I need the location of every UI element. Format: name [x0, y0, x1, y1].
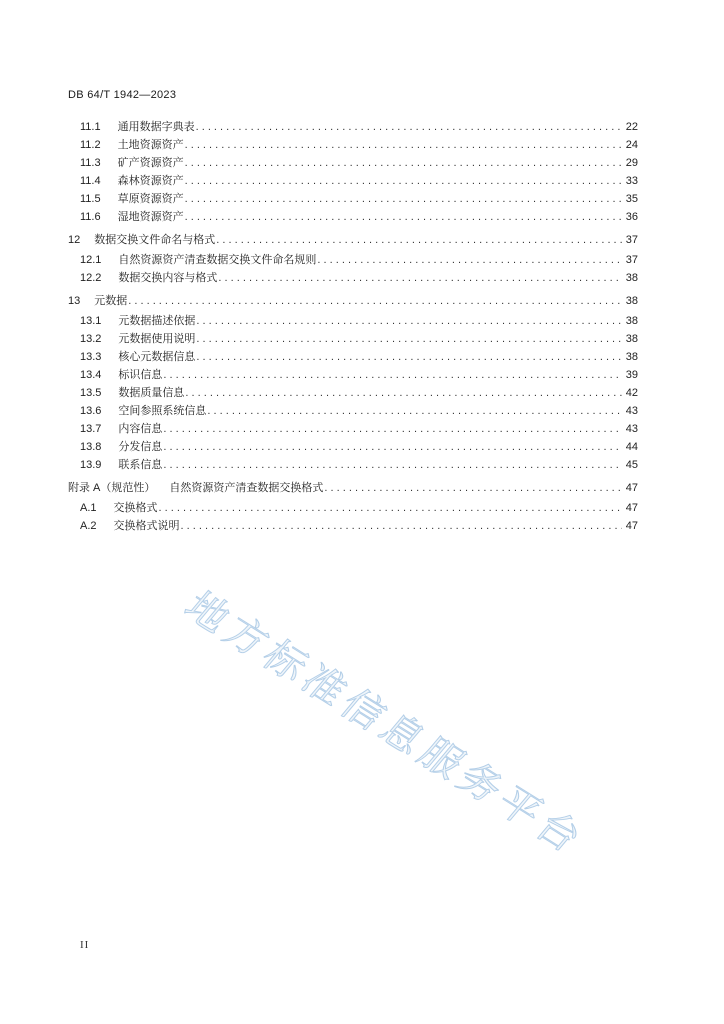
toc-dot-leader	[128, 292, 622, 310]
toc-entry-title: 元数据使用说明	[118, 332, 196, 345]
toc-entry-page: 47	[625, 502, 638, 514]
toc-entry[interactable]	[68, 438, 638, 456]
toc-entry-page: 43	[625, 405, 638, 417]
toc-entry-title: 草原资源资产	[117, 192, 184, 205]
toc-entry[interactable]	[68, 402, 638, 420]
toc-entry[interactable]	[68, 330, 638, 348]
document-code-header: DB 64/T 1942—2023	[68, 89, 177, 101]
toc-entry-number: 13.9	[80, 459, 102, 471]
toc-dot-leader	[185, 154, 622, 172]
toc-entry-page: 35	[625, 193, 638, 205]
toc-dot-leader	[185, 208, 622, 226]
toc-entry-number: 13	[68, 295, 81, 307]
toc-entry-page: 38	[625, 272, 638, 284]
toc-entry[interactable]	[68, 348, 638, 366]
toc-entry-title: 元数据描述依据	[118, 314, 196, 327]
toc-entry-page: 29	[625, 157, 638, 169]
toc-entry-page: 37	[625, 234, 638, 246]
toc-entry[interactable]	[68, 118, 638, 136]
toc-entry-title: 交换格式	[113, 501, 158, 514]
toc-dot-leader	[185, 172, 622, 190]
toc-entry-title: 元数据	[94, 294, 128, 307]
toc-entry[interactable]	[68, 499, 638, 517]
toc-entry[interactable]	[68, 172, 638, 190]
toc-dot-leader	[185, 190, 622, 208]
toc-entry-page: 37	[625, 254, 638, 266]
toc-entry-number: 11.1	[80, 121, 101, 133]
toc-dot-leader	[159, 499, 622, 517]
toc-chapter-entry[interactable]	[68, 292, 638, 310]
toc-entry[interactable]	[68, 456, 638, 474]
toc-entry-number: 11.6	[80, 211, 101, 223]
toc-entry-number: 附录 A（规范性）	[68, 482, 156, 494]
toc-entry-title: 核心元数据信息	[118, 350, 196, 363]
toc-entry-number: 11.2	[80, 139, 101, 151]
toc-entry-title: 湿地资源资产	[117, 210, 184, 223]
toc-entry-page: 38	[625, 315, 638, 327]
toc-entry-number: 12	[68, 234, 81, 246]
toc-dot-leader	[181, 517, 622, 535]
toc-dot-leader	[196, 118, 622, 136]
toc-entry-number: 13.6	[80, 405, 102, 417]
toc-entry-page: 47	[625, 520, 638, 532]
toc-entry-number: 13.8	[80, 441, 102, 453]
toc-dot-leader	[324, 479, 622, 497]
toc-entry[interactable]	[68, 190, 638, 208]
toc-entry-page: 47	[625, 482, 638, 494]
toc-entry-title: 标识信息	[118, 368, 163, 381]
toc-entry-title: 空间参照系统信息	[118, 404, 207, 417]
toc-entry-number: 11.5	[80, 193, 101, 205]
toc-dot-leader	[185, 384, 622, 402]
toc-dot-leader	[196, 330, 622, 348]
toc-entry-number: A.2	[80, 520, 97, 532]
toc-entry-title: 数据交换内容与格式	[118, 271, 218, 284]
toc-entry-number: 13.7	[80, 423, 102, 435]
toc-entry-page: 38	[625, 295, 638, 307]
toc-entry-title: 森林资源资产	[117, 174, 184, 187]
toc-entry[interactable]	[68, 251, 638, 269]
toc-entry[interactable]	[68, 517, 638, 535]
toc-entry-title: 自然资源资产清查数据交换格式	[169, 481, 324, 494]
toc-entry-number: 12.2	[80, 272, 102, 284]
toc-chapter-entry[interactable]	[68, 479, 638, 497]
toc-dot-leader	[196, 312, 622, 330]
toc-entry-page: 22	[625, 121, 638, 133]
page-number: II	[80, 939, 90, 951]
toc-entry-page: 36	[625, 211, 638, 223]
table-of-contents	[68, 118, 638, 535]
toc-entry[interactable]	[68, 384, 638, 402]
toc-entry-number: A.1	[80, 502, 97, 514]
toc-entry[interactable]	[68, 136, 638, 154]
toc-entry[interactable]	[68, 269, 638, 287]
toc-entry-page: 44	[625, 441, 638, 453]
toc-entry-title: 联系信息	[118, 458, 163, 471]
toc-entry-number: 13.3	[80, 351, 102, 363]
toc-entry-title: 内容信息	[118, 422, 163, 435]
toc-entry[interactable]	[68, 312, 638, 330]
toc-entry-number: 13.2	[80, 333, 102, 345]
toc-dot-leader	[196, 348, 622, 366]
toc-dot-leader	[207, 402, 622, 420]
toc-dot-leader	[317, 251, 622, 269]
toc-entry-number: 13.5	[80, 387, 102, 399]
toc-entry-page: 38	[625, 333, 638, 345]
toc-entry-page: 33	[625, 175, 638, 187]
toc-entry-page: 45	[625, 459, 638, 471]
toc-entry-page: 38	[625, 351, 638, 363]
toc-entry-title: 交换格式说明	[113, 519, 180, 532]
toc-entry-title: 数据质量信息	[118, 386, 185, 399]
toc-entry-title: 分发信息	[118, 440, 163, 453]
toc-entry-title: 自然资源资产清查数据交换文件命名规则	[118, 253, 317, 266]
toc-entry-number: 13.1	[80, 315, 102, 327]
toc-entry[interactable]	[68, 154, 638, 172]
toc-dot-leader	[185, 136, 622, 154]
toc-dot-leader	[163, 420, 622, 438]
toc-entry[interactable]	[68, 420, 638, 438]
toc-entry[interactable]	[68, 208, 638, 226]
toc-dot-leader	[218, 269, 622, 287]
toc-entry-page: 39	[625, 369, 638, 381]
toc-chapter-entry[interactable]	[68, 231, 638, 249]
toc-entry-number: 13.4	[80, 369, 102, 381]
toc-entry-title: 土地资源资产	[117, 138, 184, 151]
toc-entry-page: 24	[625, 139, 638, 151]
toc-dot-leader	[163, 456, 622, 474]
toc-entry-number: 11.3	[80, 157, 101, 169]
toc-entry-number: 11.4	[80, 175, 101, 187]
toc-dot-leader	[163, 366, 622, 384]
watermark: 地方标准信息服务平台	[175, 584, 595, 864]
toc-entry-title: 矿产资源资产	[117, 156, 184, 169]
toc-entry-number: 12.1	[80, 254, 102, 266]
toc-entry-title: 数据交换文件命名与格式	[94, 233, 216, 246]
toc-dot-leader	[163, 438, 622, 456]
toc-entry-page: 43	[625, 423, 638, 435]
toc-entry-title: 通用数据字典表	[117, 120, 195, 133]
toc-entry[interactable]	[68, 366, 638, 384]
toc-dot-leader	[216, 231, 622, 249]
toc-entry-page: 42	[625, 387, 638, 399]
